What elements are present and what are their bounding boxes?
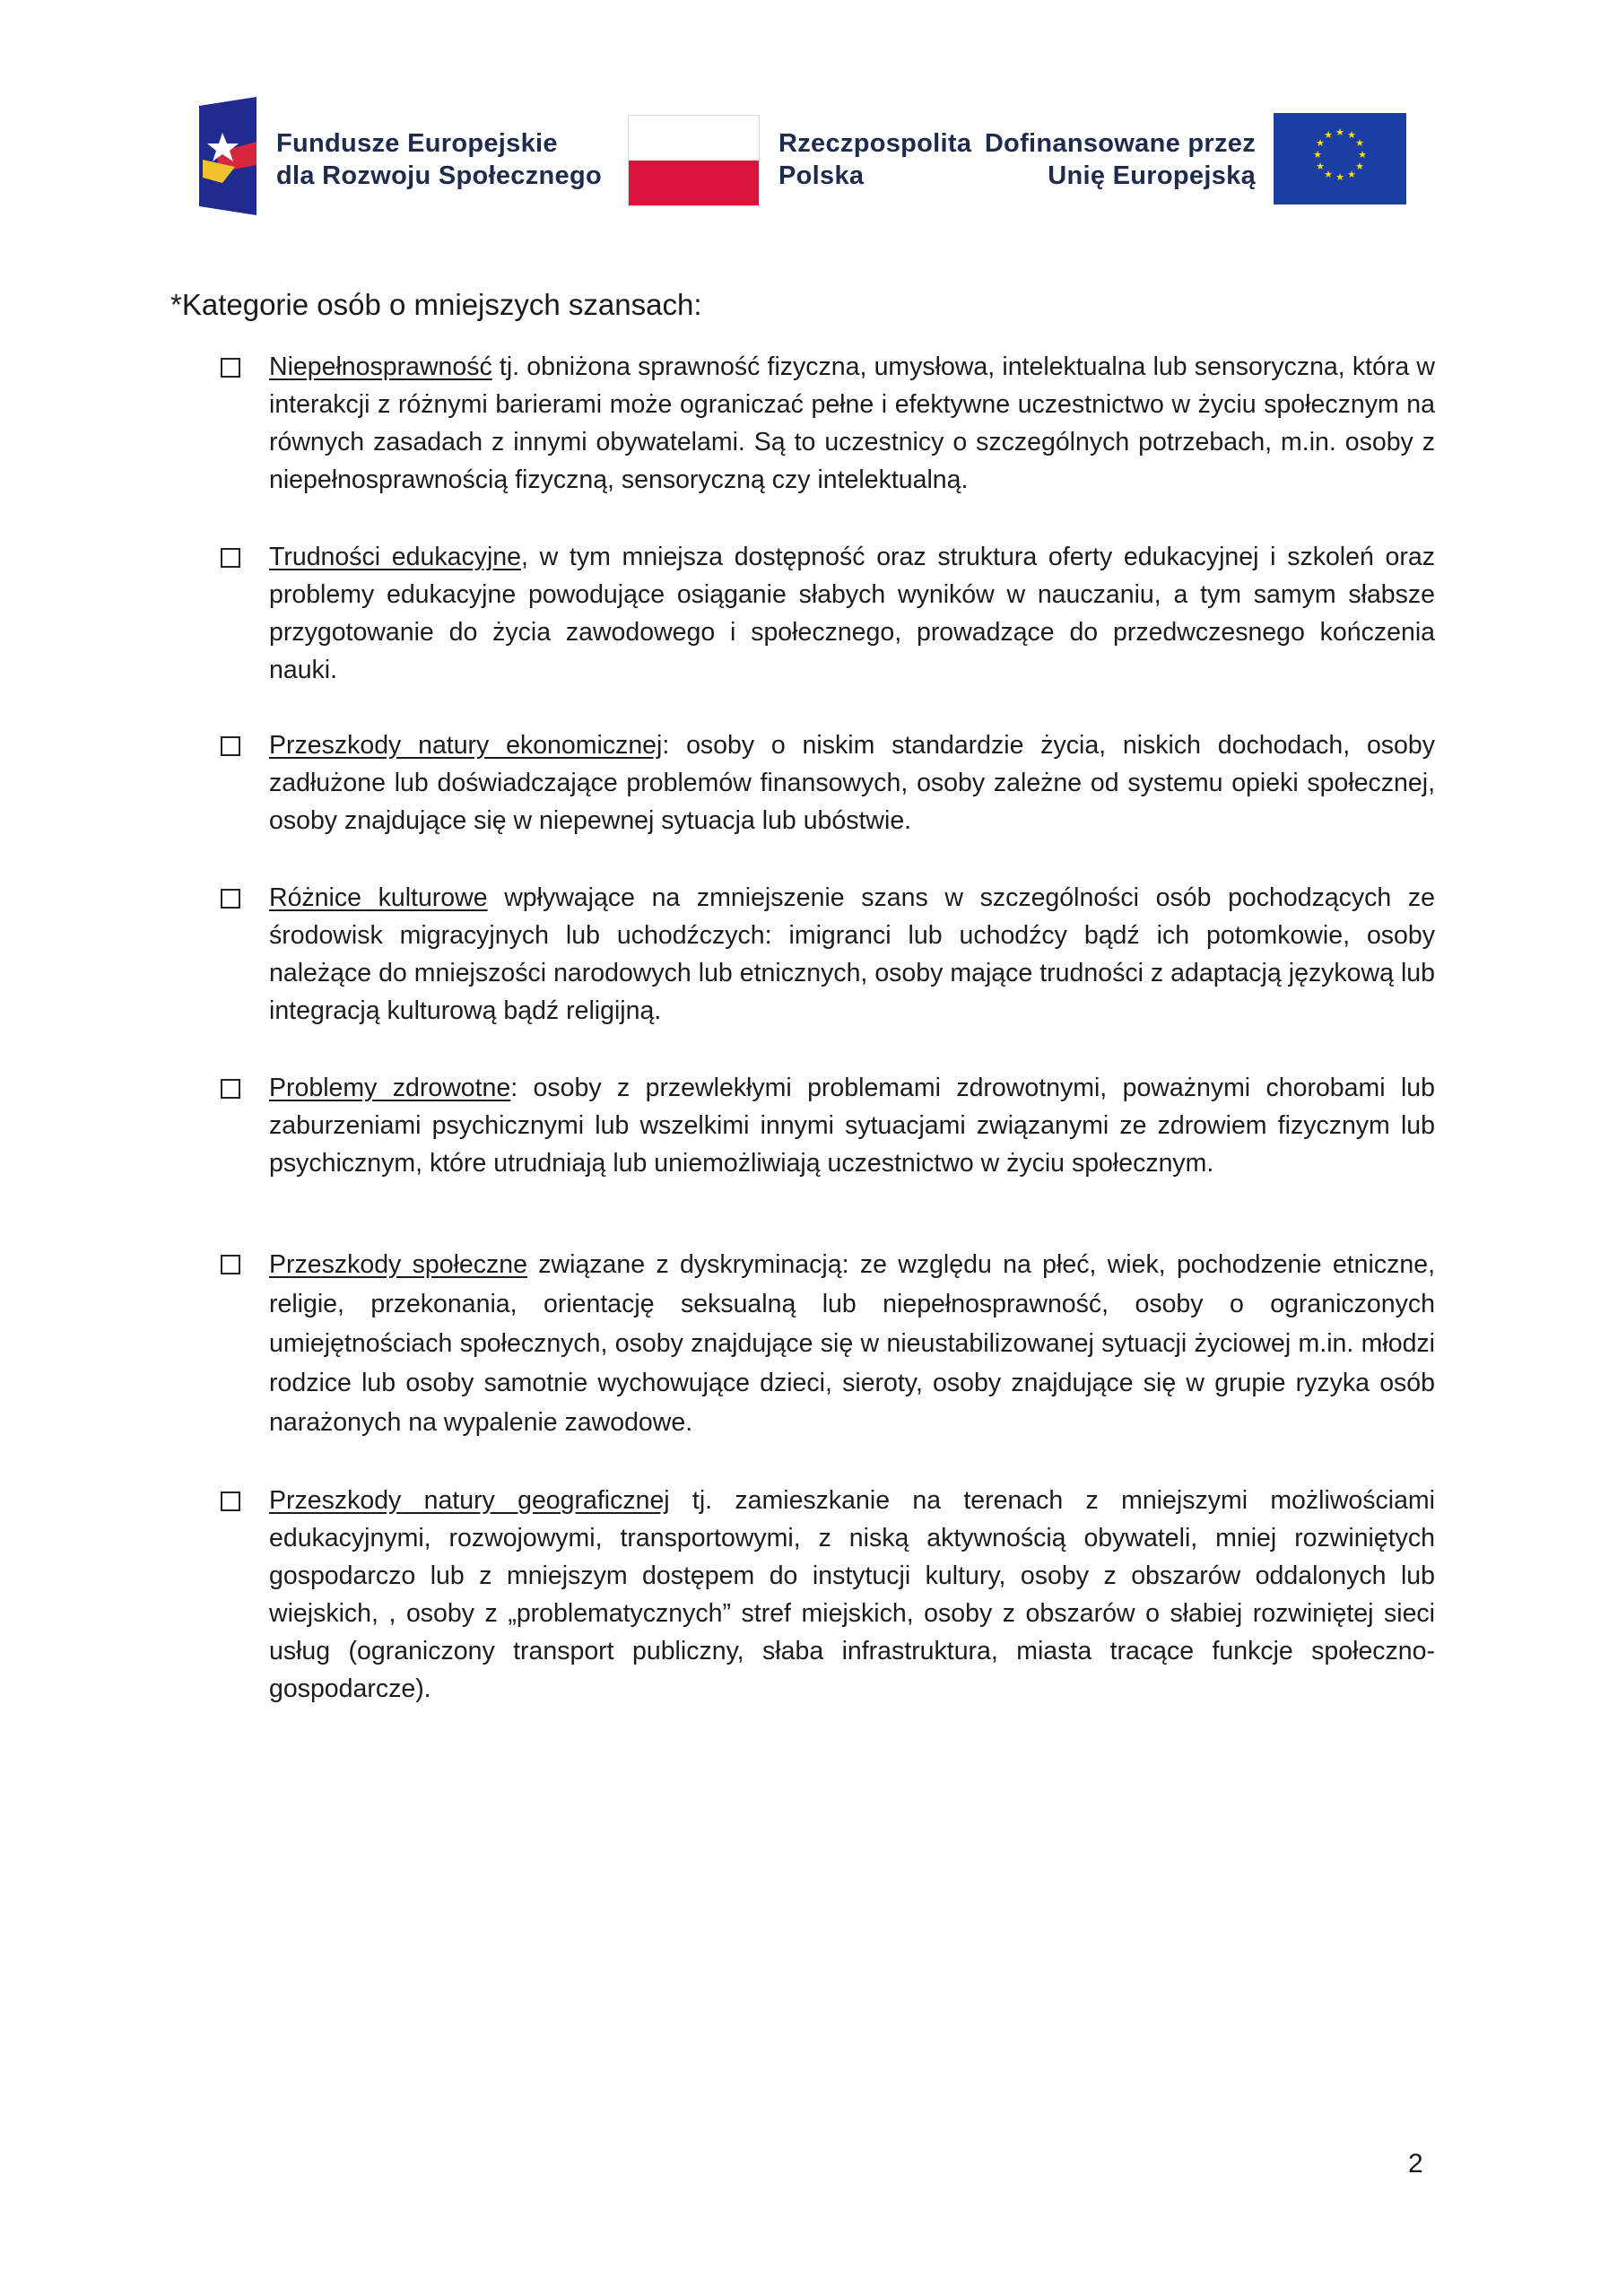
- list-item: [221, 538, 1435, 689]
- category-term: Trudności edukacyjne: [269, 543, 521, 571]
- svg-text:★: ★: [1347, 169, 1356, 180]
- page-number: 2: [1408, 2149, 1423, 2179]
- svg-text:★: ★: [1324, 129, 1333, 141]
- svg-text:★: ★: [1335, 126, 1344, 138]
- list-item: [221, 1482, 1435, 1708]
- svg-text:★: ★: [1347, 129, 1356, 141]
- category-term: Problemy zdrowotne: [269, 1074, 511, 1102]
- svg-text:★: ★: [1358, 149, 1367, 161]
- checkbox[interactable]: [221, 1079, 240, 1099]
- page-header: [0, 0, 1609, 233]
- checkbox[interactable]: [221, 358, 240, 378]
- svg-text:★: ★: [1335, 171, 1344, 183]
- svg-text:★: ★: [1316, 161, 1325, 172]
- category-description: związane z dyskryminacją: ze względu na płeć, wiek, pochodzenie etniczne, religie, przekonania, orientację seksualną lub niepełnosprawność, osoby o ograniczonych umiejętnościach społecznych, osoby znajdujące się w nieustabilizowanej sytuacji życiowej m.in. młodzi rodzice lub osoby samotnie wychowujące dzieci, sieroty, osoby znajdujące się w grupie ryzyka osób narażonych na wypalenie zawodowe.: [269, 1250, 1435, 1437]
- category-description: tj. obniżona sprawność fizyczna, umysłowa, intelektualna lub sensoryczna, która w interakcji z różnymi barierami może ograniczać pełne i efektywne uczestnictwo w życiu społecznym na równych zasadach z innymi obywatelami. Są to uczestnicy o szczególnych potrzebach, m.in. osoby z niepełnosprawnością fizyczną, sensoryczną czy intelektualną.: [269, 352, 1435, 494]
- checkbox[interactable]: [221, 1492, 240, 1511]
- svg-text:★: ★: [1316, 137, 1325, 149]
- category-term: Przeszkody natury ekonomicznej: [269, 731, 663, 760]
- page-title: *Kategorie osób o mniejszych szansach:: [170, 288, 702, 321]
- eu-line-1: Dofinansowane przez: [984, 129, 1256, 158]
- category-description: : osoby o niskim standardzie życia, niskich dochodach, osoby zadłużone lub doświadczające problemów finansowych, osoby zależne od systemu opieki społecznej, osoby znajdujące się w niepewnej sytuacja lub ubóstwie.: [269, 731, 1435, 835]
- checkbox[interactable]: [221, 548, 240, 568]
- eu-flag-icon: [1274, 113, 1406, 204]
- checkbox[interactable]: [221, 736, 240, 756]
- fundusze-europejskie-label: [276, 127, 602, 192]
- checkbox[interactable]: [221, 1255, 240, 1274]
- category-term: Niepełnosprawność: [269, 352, 492, 381]
- fe-line-1: Fundusze Europejskie: [276, 129, 558, 158]
- rzeczpospolita-polska-label: [778, 127, 971, 192]
- eu-line-2: Unię Europejską: [1048, 161, 1256, 190]
- list-item: [221, 348, 1435, 499]
- svg-text:★: ★: [1355, 137, 1364, 149]
- category-term: Różnice kulturowe: [269, 883, 488, 912]
- category-list: [221, 348, 1435, 1708]
- checkbox[interactable]: [221, 889, 240, 909]
- category-term: Przeszkody społeczne: [269, 1250, 527, 1279]
- fundusze-europejskie-logo-icon: [199, 97, 264, 215]
- category-term: Przeszkody natury geograficznej: [269, 1486, 670, 1515]
- list-item: [221, 879, 1435, 1030]
- category-description: wpływające na zmniejszenie szans w szczególności osób pochodzących ze środowisk migracyjnych lub uchodźczych: imigranci lub uchodźcy bądź ich potomkowie, osoby należące do mniejszości narodowych lub etnicznych, osoby mające trudności z adaptacją językową lub integracją kulturową bądź religijną.: [269, 883, 1436, 1025]
- pl-line-1: Rzeczpospolita: [778, 129, 972, 158]
- polish-flag-icon: [628, 115, 760, 206]
- category-description: : osoby z przewlekłymi problemami zdrowotnymi, poważnymi chorobami lub zaburzeniami psychicznymi lub wszelkimi innymi sytuacjami związanymi ze zdrowiem fizycznym lub psychicznym, które utrudniają lub uniemożliwiają uczestnictwo w życiu społecznym.: [269, 1074, 1435, 1178]
- fe-line-2: dla Rozwoju Społecznego: [276, 161, 602, 190]
- eu-cofinanced-label: [985, 127, 1256, 192]
- list-item: [221, 1069, 1435, 1182]
- category-description: , w tym mniejsza dostępność oraz struktura oferty edukacyjnej i szkoleń oraz problemy edukacyjne powodujące osiąganie słabych wyników w nauczaniu, a tym samym słabsze przygotowanie do życia zawodowego i społecznego, prowadzące do przedwczesnego kończenia nauki.: [269, 543, 1435, 684]
- list-item: [221, 726, 1435, 839]
- pl-line-2: Polska: [778, 161, 865, 190]
- svg-text:★: ★: [1324, 169, 1333, 180]
- svg-text:★: ★: [1355, 161, 1364, 172]
- category-description: tj. zamieszkanie na terenach z mniejszymi możliwościami edukacyjnymi, rozwojowymi, transportowymi, z niską aktywnością obywateli, mniej rozwiniętych gospodarczo lub z mniejszym dostępem do instytucji kultury, osoby z obszarów oddalonych lub wiejskich, , osoby z „problematycznych” stref miejskich, osoby z obszarów o słabiej rozwiniętej sieci usług (ograniczony transport publiczny, słaba infrastruktura, miasta tracące funkcje społeczno-gospodarcze).: [269, 1486, 1436, 1703]
- svg-text:★: ★: [1313, 149, 1322, 161]
- list-item: [221, 1245, 1435, 1442]
